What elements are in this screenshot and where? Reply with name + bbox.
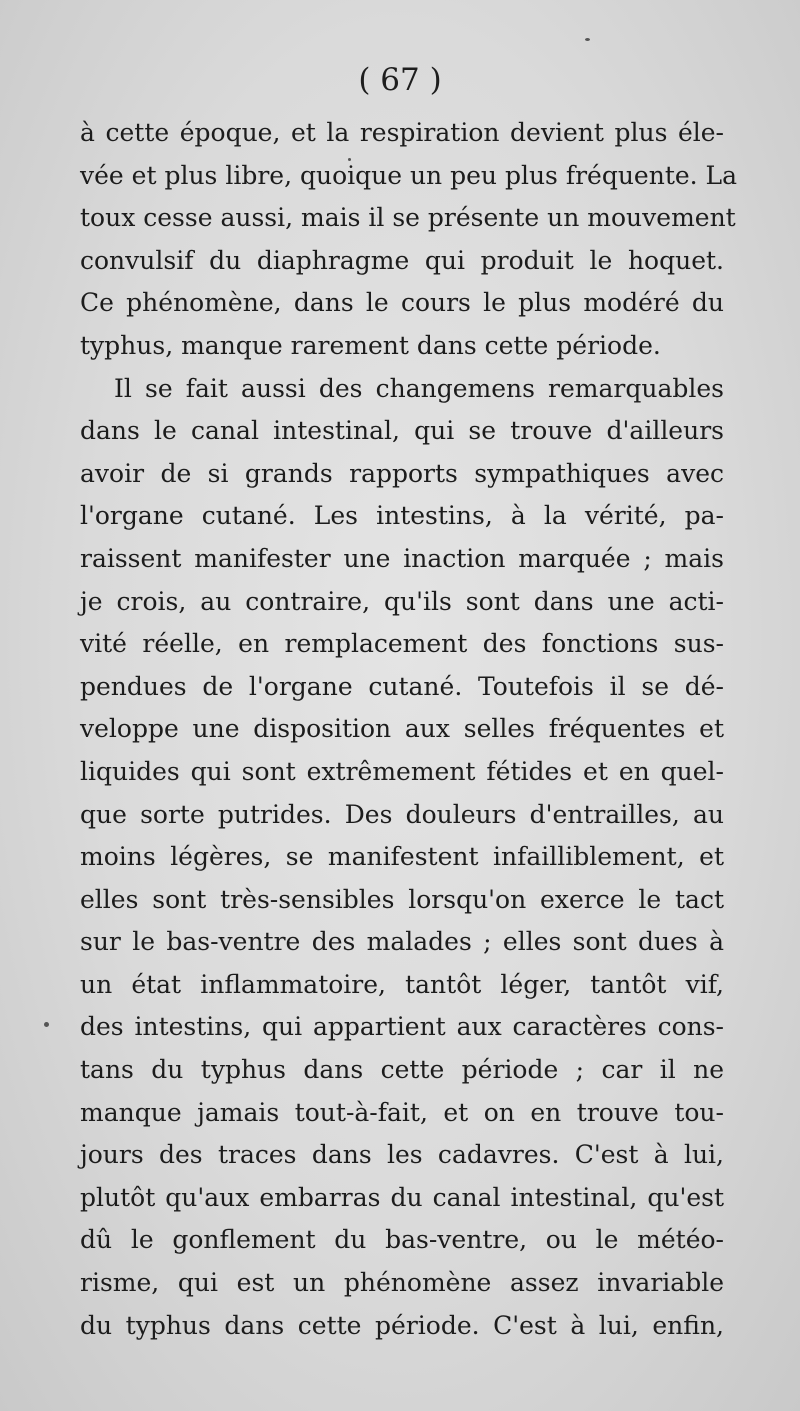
text-line: manque jamais tout-à-fait, et on en trouve tou- bbox=[80, 1097, 724, 1127]
text-line: à cette époque, et la respiration devient plus éle- bbox=[80, 118, 724, 147]
text-line: convulsif du diaphragme qui produit le hoquet. bbox=[80, 245, 724, 275]
text-line: vité réelle, en remplacement des fonctions sus- bbox=[80, 629, 724, 659]
text-line: veloppe une disposition aux selles fréquentes et bbox=[80, 714, 724, 744]
text-line: dans le canal intestinal, qui se trouve d'ailleurs bbox=[80, 416, 724, 446]
text-line: Ce phénomène, dans le cours le plus modéré du bbox=[80, 288, 724, 318]
text-line: typhus, manque rarement dans cette période. bbox=[80, 330, 661, 360]
text-line: du typhus dans cette période. C'est à lui, enfin, bbox=[80, 1310, 724, 1340]
text-line: risme, qui est un phénomène assez invariable bbox=[80, 1268, 724, 1298]
text-line: elles sont très-sensibles lorsqu'on exerce le tact bbox=[80, 884, 724, 914]
text-line: tans du typhus dans cette période ; car il ne bbox=[80, 1055, 724, 1085]
text-line: sur le bas-ventre des malades ; elles sont dues à bbox=[80, 927, 724, 957]
text-line: l'organe cutané. Les intestins, à la vérité, pa- bbox=[80, 501, 724, 531]
text-line: raissent manifester une inaction marquée ; mais bbox=[80, 543, 724, 573]
text-line: pendues de l'organe cutané. Toutefois il se dé- bbox=[80, 671, 724, 701]
text-line: moins légères, se manifestent infailliblement, et bbox=[80, 842, 724, 872]
text-line: jours des traces dans les cadavres. C'est à lui, bbox=[80, 1140, 724, 1170]
body-text bbox=[80, 112, 738, 1347]
text-line: je crois, au contraire, qu'ils sont dans une acti- bbox=[80, 586, 724, 616]
text-line: toux cesse aussi, mais il se présente un mouvement bbox=[80, 203, 736, 233]
text-line: Il se fait aussi des changemens remarquables bbox=[114, 373, 724, 403]
text-line: un état inflammatoire, tantôt léger, tantôt vif, bbox=[80, 969, 724, 999]
text-line: plutôt qu'aux embarras du canal intestinal, qu'est bbox=[80, 1182, 724, 1212]
ink-speck bbox=[44, 1022, 49, 1027]
text-line: des intestins, qui appartient aux caractères cons- bbox=[80, 1012, 724, 1042]
ink-speck bbox=[585, 38, 590, 41]
text-line: avoir de si grands rapports sympathiques avec bbox=[80, 458, 724, 488]
text-line: liquides qui sont extrêmement fétides et en quel- bbox=[80, 756, 724, 786]
text-line: que sorte putrides. Des douleurs d'entrailles, au bbox=[80, 799, 724, 829]
text-line: dû le gonflement du bas-ventre, ou le météo- bbox=[80, 1225, 724, 1255]
page-number: ( 67 ) bbox=[358, 62, 442, 98]
text-line: vée et plus libre, quoique un peu plus fréquente. La bbox=[80, 160, 738, 190]
